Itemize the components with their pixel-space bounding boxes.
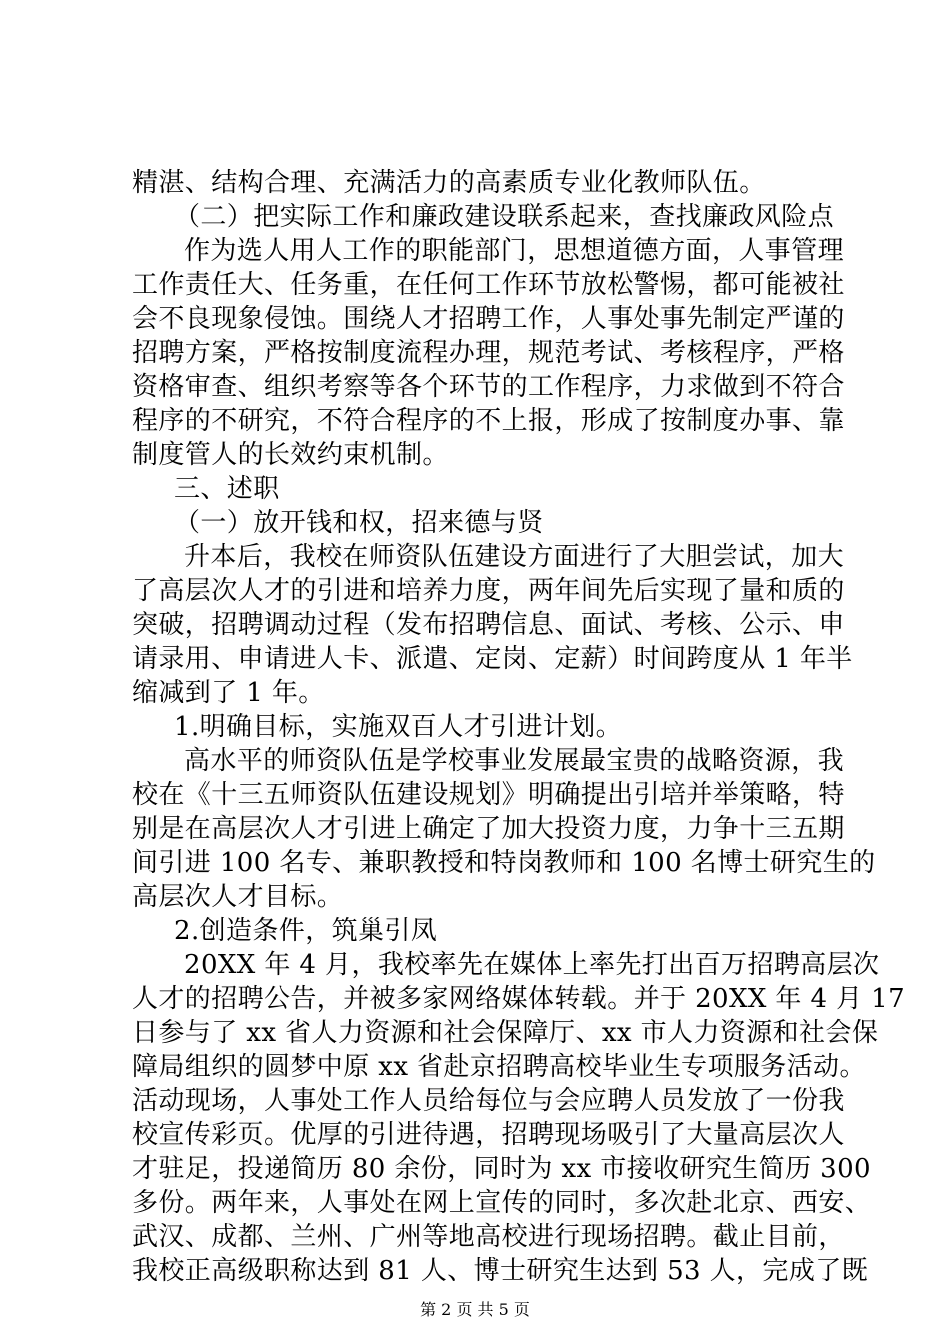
document-body <box>132 166 906 1288</box>
text-line: 资格审查、组织考察等各个环节的工作程序，力求做到不符合 <box>132 372 845 402</box>
text-line: 20XX 年 4 月，我校率先在媒体上率先打出百万招聘高层次 <box>184 950 880 980</box>
text-line: 人才的招聘公告，并被多家网络媒体转载。并于 20XX 年 4 月 17 <box>132 984 906 1014</box>
text-line: 工作责任大、任务重，在任何工作环节放松警惕，都可能被社 <box>132 270 845 300</box>
text-line: 别是在高层次人才引进上确定了加大投资力度，力争十三五期 <box>132 814 845 844</box>
text-line: 制度管人的长效约束机制。 <box>132 440 449 470</box>
text-line: 武汉、成都、兰州、广州等地高校进行现场招聘。截止目前， <box>132 1222 845 1252</box>
section-heading: 1.明确目标，实施双百人才引进计划。 <box>174 712 623 742</box>
text-line: 日参与了 xx 省人力资源和社会保障厅、xx 市人力资源和社会保 <box>132 1018 879 1048</box>
text-line: 我校正高级职称达到 81 人、博士研究生达到 53 人，完成了既 <box>132 1256 869 1286</box>
text-line: 会不良现象侵蚀。围绕人才招聘工作，人事处事先制定严谨的 <box>132 304 845 334</box>
text-line: 精湛、结构合理、充满活力的高素质专业化教师队伍。 <box>132 168 766 198</box>
text-line: 障局组织的圆梦中原 xx 省赴京招聘高校毕业生专项服务活动。 <box>132 1052 866 1082</box>
text-line: 程序的不研究，不符合程序的不上报，形成了按制度办事、靠 <box>132 406 845 436</box>
text-line: 校在《十三五师资队伍建设规划》明确提出引培并举策略，特 <box>132 780 845 810</box>
section-heading: （一）放开钱和权，招来德与贤 <box>174 508 544 538</box>
text-line: 校宣传彩页。优厚的引进待遇，招聘现场吸引了大量高层次人 <box>132 1120 845 1150</box>
text-line: 了高层次人才的引进和培养力度，两年间先后实现了量和质的 <box>132 576 845 606</box>
text-line: 才驻足，投递简历 80 余份，同时为 xx 市接收研究生简历 300 <box>132 1154 871 1184</box>
text-line: 多份。两年来，人事处在网上宣传的同时，多次赴北京、西安、 <box>132 1188 872 1218</box>
text-line: 间引进 100 名专、兼职教授和特岗教师和 100 名博士研究生的 <box>132 848 876 878</box>
section-heading: 2.创造条件，筑巢引凤 <box>174 916 438 946</box>
text-line: 高水平的师资队伍是学校事业发展最宝贵的战略资源，我 <box>184 746 845 776</box>
section-heading: （二）把实际工作和廉政建设联系起来，查找廉政风险点 <box>174 202 835 232</box>
section-heading: 三、述职 <box>174 474 280 504</box>
text-line: 活动现场，人事处工作人员给每位与会应聘人员发放了一份我 <box>132 1086 845 1116</box>
text-line: 作为选人用人工作的职能部门，思想道德方面，人事管理 <box>184 236 845 266</box>
text-line: 升本后，我校在师资队伍建设方面进行了大胆尝试，加大 <box>184 542 845 572</box>
text-line: 请录用、申请进人卡、派遣、定岗、定薪）时间跨度从 1 年半 <box>132 644 853 674</box>
page-number-footer: 第 2 页 共 5 页 <box>420 1300 530 1319</box>
text-line: 缩减到了 1 年。 <box>132 678 325 708</box>
text-line: 招聘方案，严格按制度流程办理，规范考试、考核程序，严格 <box>132 338 845 368</box>
text-line: 突破，招聘调动过程（发布招聘信息、面试、考核、公示、申 <box>132 610 845 640</box>
text-line: 高层次人才目标。 <box>132 882 344 912</box>
